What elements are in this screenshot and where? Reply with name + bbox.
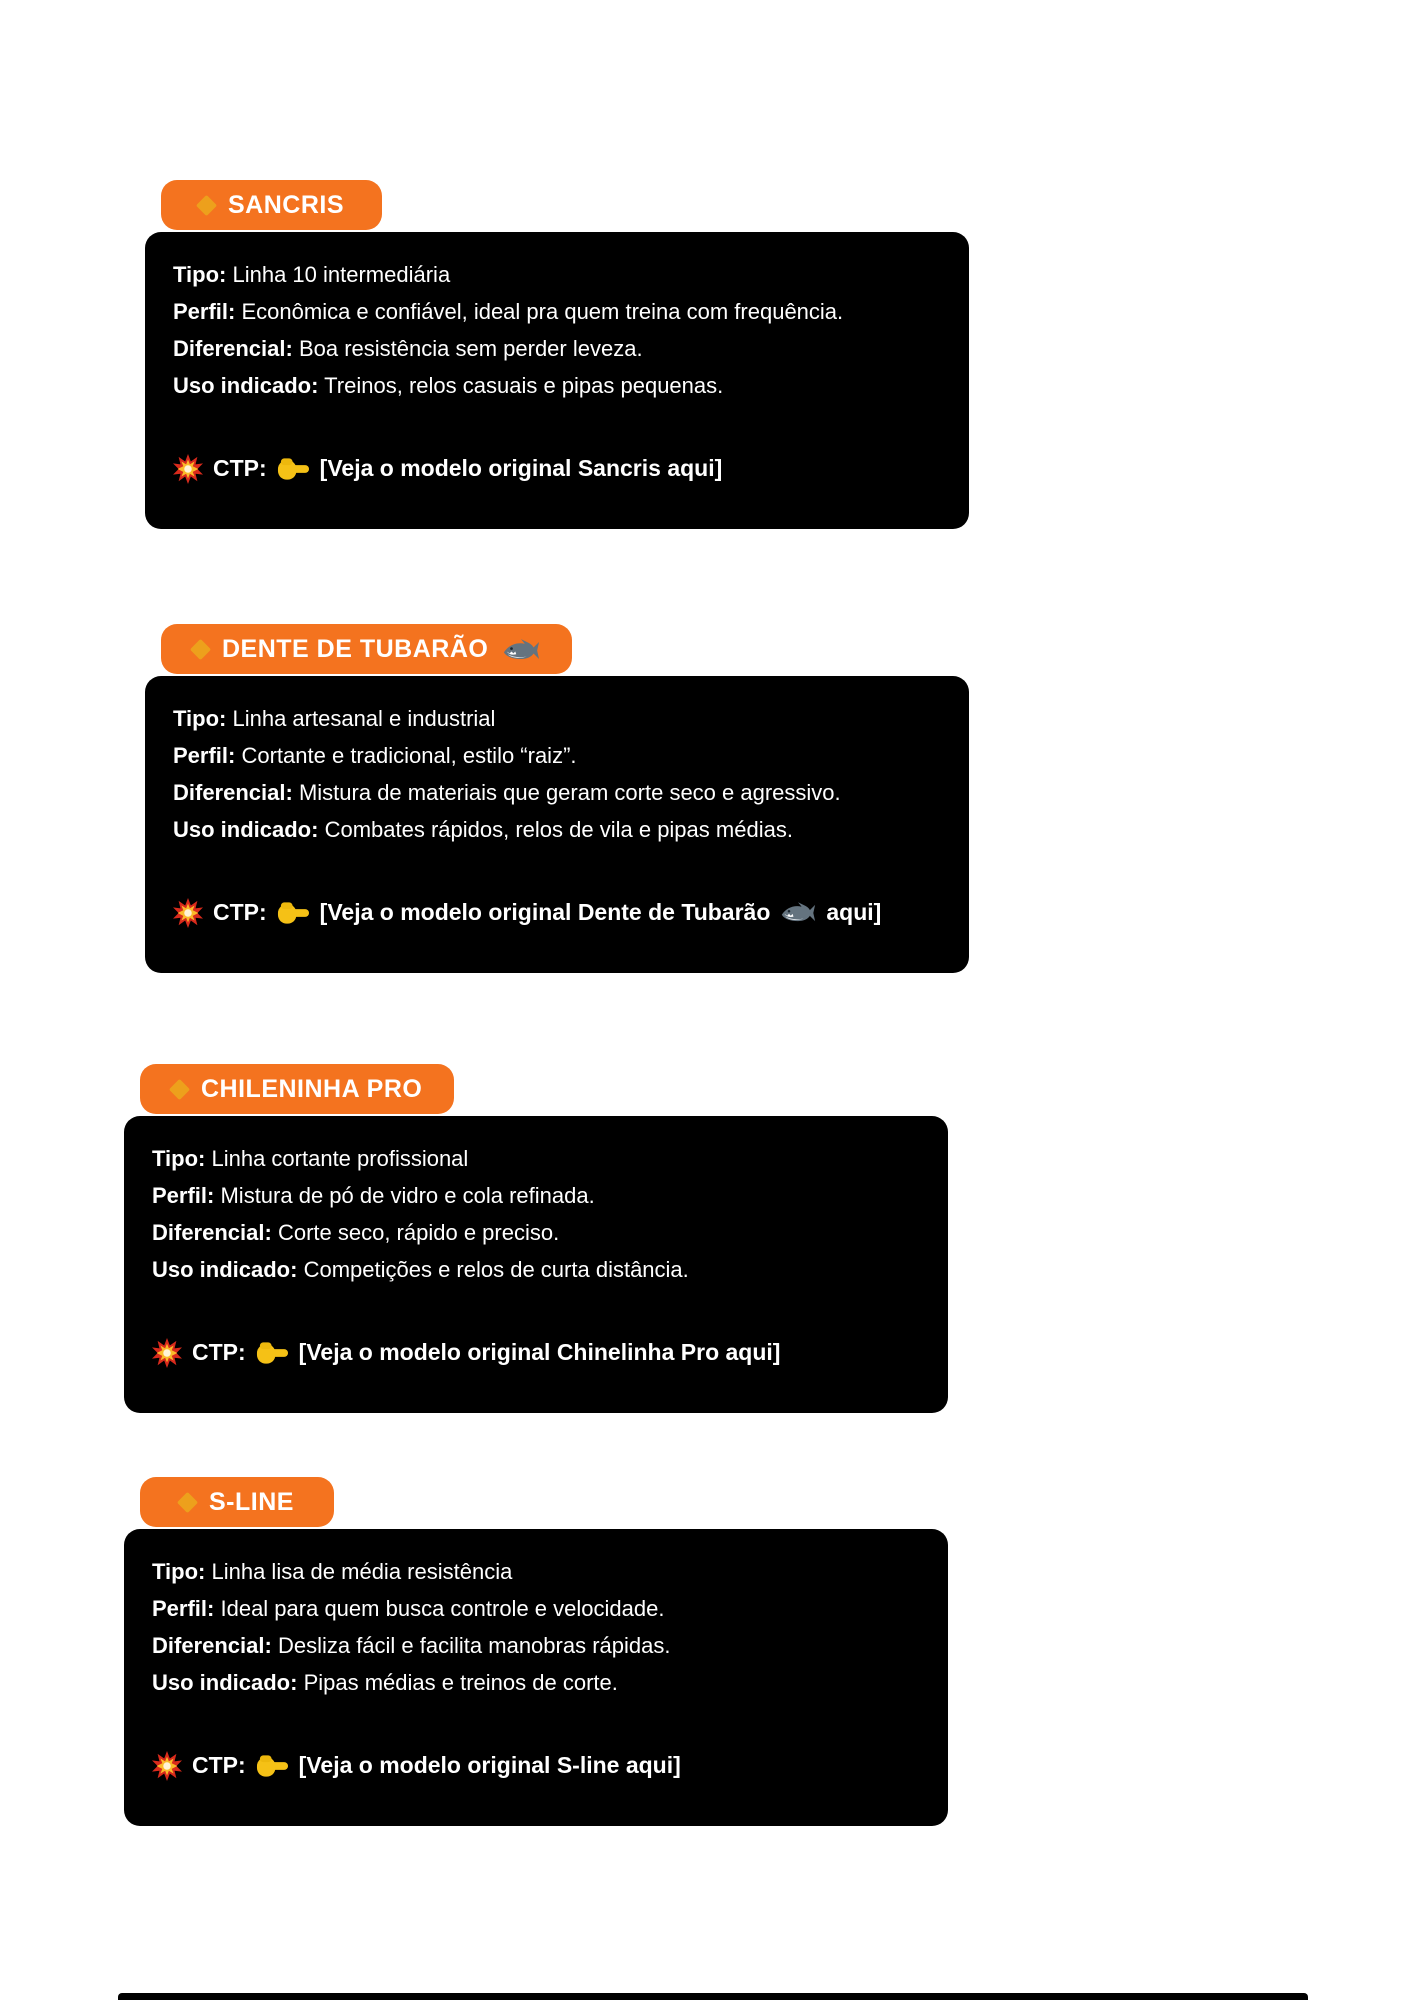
- spec-label: Perfil:: [152, 1183, 215, 1208]
- ctp-line: [173, 450, 941, 487]
- section-s-line: [124, 1487, 948, 1826]
- spec-row-perfil: [152, 1177, 920, 1214]
- small-orange-diamond-icon: [196, 194, 217, 215]
- pointing-right-icon: [277, 456, 310, 482]
- spec-value: Cortante e tradicional, estilo “raiz”.: [241, 743, 577, 768]
- small-orange-diamond-icon: [177, 1491, 198, 1512]
- spec-label: Diferencial:: [152, 1633, 272, 1658]
- pointing-right-icon: [256, 1753, 289, 1779]
- spec-label: Tipo:: [152, 1146, 206, 1171]
- spec-value: Pipas médias e treinos de corte.: [303, 1670, 618, 1695]
- spec-label: Tipo:: [152, 1559, 206, 1584]
- spec-label: Uso indicado:: [173, 373, 319, 398]
- spec-row-tipo: [173, 700, 941, 737]
- spec-row-tipo: [152, 1140, 920, 1177]
- spec-row-uso-indicado: [173, 367, 941, 404]
- spec-label: Tipo:: [173, 262, 227, 287]
- spec-label: Tipo:: [173, 706, 227, 731]
- spec-row-diferencial: [173, 774, 941, 811]
- spec-value: Treinos, relos casuais e pipas pequenas.: [324, 373, 724, 398]
- ctp-link[interactable]: [Veja o modelo original Sancris aqui]: [319, 455, 723, 481]
- section-s-line-pill: [140, 1477, 334, 1527]
- section-chileninha-pro-pill: [140, 1064, 454, 1114]
- section-sancris-card: [145, 232, 969, 529]
- spec-row-tipo: [173, 256, 941, 293]
- spec-value: Linha artesanal e industrial: [232, 706, 496, 731]
- collision-icon: [152, 1751, 182, 1781]
- section-chileninha-pro-card: [124, 1116, 948, 1413]
- spec-row-perfil: [173, 293, 941, 330]
- shark-icon: [502, 638, 540, 663]
- ctp-link[interactable]: [Veja o modelo original S-line aqui]: [298, 1752, 681, 1778]
- pointing-right-icon: [256, 1340, 289, 1366]
- collision-icon: [173, 898, 203, 928]
- spec-label: Perfil:: [173, 299, 236, 324]
- section-sancris: [145, 190, 969, 529]
- spec-value: Competições e relos de curta distância.: [303, 1257, 689, 1282]
- spec-label: Perfil:: [152, 1596, 215, 1621]
- spec-value: Corte seco, rápido e preciso.: [277, 1220, 560, 1245]
- spec-label: Uso indicado:: [152, 1670, 298, 1695]
- spec-label: Diferencial:: [152, 1220, 272, 1245]
- ctp-link[interactable]: [Veja o modelo original Chinelinha Pro aqui]: [298, 1339, 781, 1365]
- ctp-link[interactable]: [Veja o modelo original Dente de Tubarão: [319, 899, 771, 925]
- spec-row-uso-indicado: [152, 1664, 920, 1701]
- spec-value: Mistura de pó de vidro e cola refinada.: [220, 1183, 595, 1208]
- section-chileninha-pro: [124, 1074, 948, 1413]
- shark-icon: [780, 901, 816, 925]
- section-s-line-card: [124, 1529, 948, 1826]
- spec-value: Linha cortante profissional: [211, 1146, 469, 1171]
- section-sancris-pill: [161, 180, 382, 230]
- ctp-line: [173, 894, 941, 931]
- ctp-label: CTP:: [213, 455, 267, 481]
- ctp-label: CTP:: [192, 1339, 246, 1365]
- collision-icon: [152, 1338, 182, 1368]
- spec-label: Diferencial:: [173, 780, 293, 805]
- spec-value: Desliza fácil e facilita manobras rápidas.: [277, 1633, 671, 1658]
- small-orange-diamond-icon: [169, 1078, 190, 1099]
- spec-value: Ideal para quem busca controle e velocidade.: [220, 1596, 665, 1621]
- spec-row-uso-indicado: [152, 1251, 920, 1288]
- spec-label: Diferencial:: [173, 336, 293, 361]
- section-dente-de-tubarao-pill-label: DENTE DE TUBARÃO: [222, 634, 489, 663]
- small-orange-diamond-icon: [190, 638, 211, 659]
- ctp-link[interactable]: aqui]: [826, 899, 882, 925]
- spec-row-diferencial: [152, 1627, 920, 1664]
- section-dente-de-tubarao-pill: [161, 624, 572, 674]
- spec-row-uso-indicado: [173, 811, 941, 848]
- section-dente-de-tubarao: [145, 634, 969, 973]
- spec-row-perfil: [152, 1590, 920, 1627]
- pointing-right-icon: [277, 900, 310, 926]
- collision-icon: [173, 454, 203, 484]
- section-sancris-pill-label: SANCRIS: [228, 190, 345, 219]
- spec-row-diferencial: [152, 1214, 920, 1251]
- spec-value: Linha 10 intermediária: [232, 262, 451, 287]
- section-s-line-pill-label: S-LINE: [209, 1487, 294, 1516]
- ctp-line: [152, 1334, 920, 1371]
- spec-value: Mistura de materiais que geram corte seco e agressivo.: [298, 780, 841, 805]
- spec-value: Boa resistência sem perder leveza.: [298, 336, 643, 361]
- spec-row-tipo: [152, 1553, 920, 1590]
- spec-value: Econômica e confiável, ideal pra quem treina com frequência.: [241, 299, 844, 324]
- section-dente-de-tubarao-card: [145, 676, 969, 973]
- spec-value: Combates rápidos, relos de vila e pipas médias.: [324, 817, 793, 842]
- spec-label: Uso indicado:: [173, 817, 319, 842]
- ctp-line: [152, 1747, 920, 1784]
- spec-label: Perfil:: [173, 743, 236, 768]
- spec-value: Linha lisa de média resistência: [211, 1559, 513, 1584]
- next-card-top-edge: [118, 1993, 1308, 2000]
- section-chileninha-pro-pill-label: CHILENINHA PRO: [201, 1074, 423, 1103]
- ctp-label: CTP:: [213, 899, 267, 925]
- spec-row-perfil: [173, 737, 941, 774]
- spec-row-diferencial: [173, 330, 941, 367]
- ctp-label: CTP:: [192, 1752, 246, 1778]
- spec-label: Uso indicado:: [152, 1257, 298, 1282]
